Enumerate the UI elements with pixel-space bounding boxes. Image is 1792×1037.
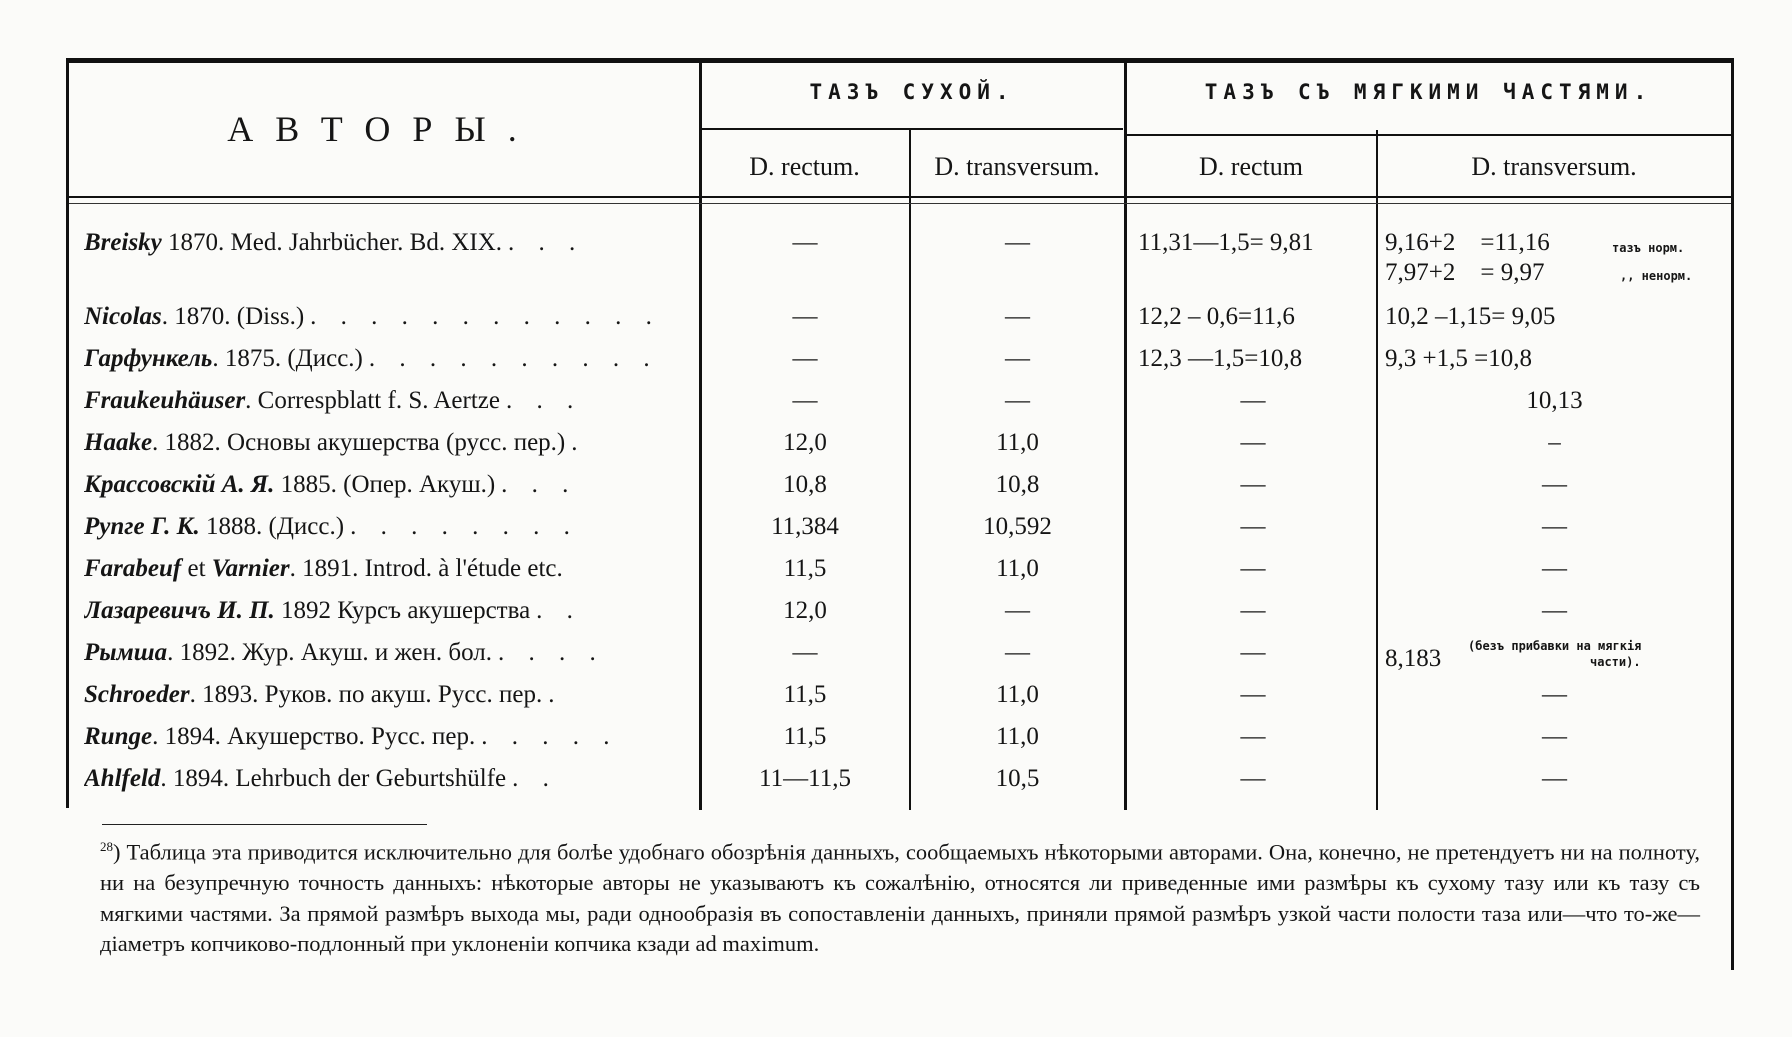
soft-transversum-note-2: части). <box>1590 655 1641 669</box>
soft-transversum-value: 9,16+2 =11,16 <box>1385 229 1550 256</box>
soft-rectum-value: — <box>1240 513 1266 540</box>
dry-rectum-value: — <box>792 303 818 330</box>
header-soft-transversum: D. transversum. <box>1471 152 1637 181</box>
table-row <box>0 681 1792 721</box>
dry-transversum-value: — <box>1005 639 1030 666</box>
soft-rectum-value: — <box>1240 555 1266 582</box>
author-cell: Руnге Г. К. 1888. (Дисс.) . . . . . . . . <box>84 513 579 540</box>
soft-transversum-note-2: ,, ненорм. <box>1620 269 1693 283</box>
soft-transversum-value: — <box>1542 681 1567 708</box>
dry-rectum-value: 11,5 <box>783 723 827 750</box>
dry-rectum-value: 12,0 <box>783 429 827 456</box>
dry-rectum-value: — <box>792 639 818 666</box>
header-dry-transversum: D. transversum. <box>934 152 1100 181</box>
table-row <box>0 387 1792 427</box>
header-rule-dry <box>701 128 1123 130</box>
table-row <box>0 555 1792 595</box>
soft-rectum-value: — <box>1240 387 1266 414</box>
header-soft-rectum: D. rectum <box>1199 152 1303 181</box>
author-cell: Nicolas. 1870. (Diss.) . . . . . . . . . . . . <box>84 303 661 330</box>
table-row <box>0 513 1792 553</box>
dry-rectum-value: 11,5 <box>783 555 827 582</box>
dry-transversum-value: 10,592 <box>983 513 1052 540</box>
table-row <box>0 303 1792 343</box>
soft-rectum-value: 12,2 – 0,6=11,6 <box>1138 303 1295 330</box>
author-cell: Farabeuf et Varnier. 1891. Introd. à l'étude etc. <box>84 555 563 582</box>
header-bottom-rule-1 <box>69 196 1731 198</box>
dry-rectum-value: 11,5 <box>783 681 827 708</box>
dry-rectum-value: 11—11,5 <box>759 765 851 792</box>
soft-rectum-value: — <box>1240 639 1266 666</box>
author-cell: Ahlfeld. 1894. Lehrbuch der Geburtshülfe . . <box>84 765 558 792</box>
dry-transversum-value: — <box>1005 597 1030 624</box>
table-row <box>0 229 1792 286</box>
soft-transversum-value: — <box>1542 471 1567 498</box>
dry-transversum-value: 10,5 <box>995 765 1040 792</box>
author-cell: Fraukeuhäuser. Correspblatt f. S. Aertze . . . <box>84 387 583 414</box>
table-row <box>0 639 1792 679</box>
author-cell: Breisky 1870. Med. Jahrbücher. Bd. XIX. . . . <box>84 229 585 256</box>
header-authors: АВТОРЫ. <box>227 109 539 149</box>
dry-transversum-value: 11,0 <box>996 723 1039 750</box>
soft-rectum-value: — <box>1240 471 1266 498</box>
author-cell: Гарфункель. 1875. (Дисс.) . . . . . . . . . . <box>84 345 659 372</box>
dry-transversum-value: — <box>1005 387 1030 414</box>
soft-transversum-value: 9,3 +1,5 =10,8 <box>1385 345 1532 372</box>
soft-transversum-note: тазъ норм. <box>1612 241 1685 255</box>
header-group-dry: ТАЗЪ СУХОЙ. <box>809 80 1015 104</box>
table-row <box>0 765 1792 805</box>
soft-rectum-value: — <box>1240 681 1266 708</box>
dry-rectum-value: 11,384 <box>771 513 839 540</box>
table-row <box>0 471 1792 511</box>
soft-transversum-value: 10,2 –1,15= 9,05 <box>1385 303 1556 330</box>
soft-transversum-note: (безъ прибавки на мягкія <box>1468 639 1642 653</box>
dry-rectum-value: 10,8 <box>783 471 827 498</box>
author-cell: Runge. 1894. Акушерство. Русс. пер. . . . . . <box>84 723 619 750</box>
author-cell: Крассовскій А. Я. 1885. (Опер. Акуш.) . . . <box>84 471 578 498</box>
dry-transversum-value: 11,0 <box>996 681 1039 708</box>
table-row <box>0 723 1792 763</box>
table-row <box>0 345 1792 385</box>
soft-transversum-value: — <box>1542 765 1567 792</box>
soft-transversum-value: — <box>1542 513 1567 540</box>
author-cell: Рымша. 1892. Жур. Акуш. и жен. бол. . . . . <box>84 639 605 666</box>
header-rule-soft <box>1127 134 1731 136</box>
soft-rectum-value: — <box>1240 429 1266 456</box>
dry-transversum-value: — <box>1005 303 1030 330</box>
author-cell: Лазаревичъ И. П. 1892 Курсъ акушерства . . <box>84 597 582 624</box>
footnote-rule <box>102 824 427 825</box>
author-cell: Haake. 1882. Основы акушерства (русс. пер.) . <box>84 429 587 456</box>
soft-transversum-value: — <box>1542 723 1567 750</box>
dry-transversum-value: 11,0 <box>996 555 1039 582</box>
soft-transversum-value: – <box>1548 429 1561 456</box>
soft-transversum-value: 10,13 <box>1526 387 1583 414</box>
soft-rectum-value: — <box>1240 723 1266 750</box>
soft-transversum-value: — <box>1542 555 1567 582</box>
soft-rectum-value: 12,3 —1,5=10,8 <box>1138 345 1303 372</box>
soft-transversum-value: — <box>1542 597 1567 624</box>
dry-rectum-value: 12,0 <box>783 597 827 624</box>
header-bottom-rule-2 <box>69 203 1731 204</box>
soft-rectum-value: — <box>1240 765 1266 792</box>
table-top-border <box>66 58 1734 63</box>
dry-rectum-value: — <box>792 345 818 372</box>
header-group-soft: ТАЗЪ СЪ МЯГКИМИ ЧАСТЯМИ. <box>1204 80 1653 104</box>
dry-rectum-value: — <box>792 387 818 414</box>
author-cell: Schroeder. 1893. Руков. по акуш. Русс. пер. . <box>84 681 564 708</box>
soft-transversum-value: 8,183 <box>1385 645 1442 672</box>
dry-transversum-value: — <box>1005 345 1030 372</box>
dry-transversum-value: 11,0 <box>996 429 1039 456</box>
soft-rectum-value: 11,31—1,5= 9,81 <box>1138 229 1314 256</box>
dry-rectum-value: — <box>792 229 818 256</box>
header-dry-rectum: D. rectum. <box>749 152 860 181</box>
dry-transversum-value: — <box>1005 229 1030 256</box>
footnote <box>100 832 1700 960</box>
footnote-marker: 28 <box>100 839 113 854</box>
soft-transversum-value-2: 7,97+2 = 9,97 <box>1385 259 1545 286</box>
dry-transversum-value: 10,8 <box>995 471 1040 498</box>
table-row <box>0 429 1792 469</box>
table-row <box>0 597 1792 637</box>
soft-rectum-value: — <box>1240 597 1266 624</box>
footnote-text: ) Таблица эта приводится исключительно для болѣе удобнаго обозрѣнія данныхъ, сообщаемыхъ нѣкоторыми авторами. Она, конечно, не претендуетъ ни на полноту, ни на безупречную точность данныхъ: нѣкоторые авторы не указываютъ къ сожалѣнію, относятся ли приведенные ими размѣры къ сухому тазу или къ тазу съ мягкими частями. За прямой размѣръ выхода мы, ради однообразія въ сопоставленіи данныхъ, приняли прямой размѣръ узкой части полости таза или—что то-же—діаметръ копчиково-подлонный при уклоненіи копчика кзади ad maximum. <box>100 839 1700 956</box>
